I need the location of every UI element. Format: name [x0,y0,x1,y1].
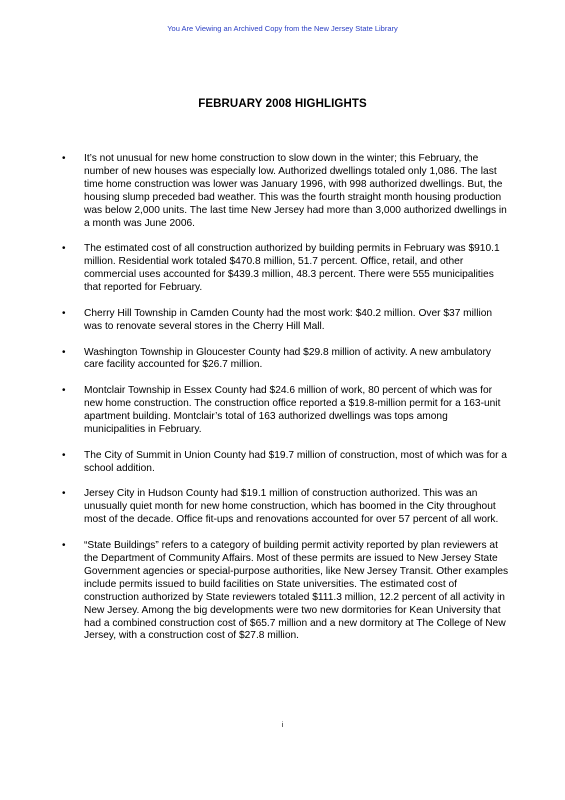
highlights-list [62,153,510,656]
list-item-text: It’s not unusual for new home construction to slow down in the winter; this February, the number of new houses was especially low. Authorized dwellings totaled only 1,086. The last time home construction was lower was January 1996, with 998 authorized dwellings. But, the housing slump preceded bad weather. This was the fourth straight month housing production was below 2,000 units. The last time New Jersey had more than 3,000 authorized dwellings in a month was June 2006. [84,153,507,229]
page-number: i [281,722,284,729]
list-item-text: The City of Summit in Union County had $19.7 million of construction, most of which was for a school addition. [84,449,507,474]
list-item-text: Cherry Hill Township in Camden County had the most work: $40.2 million. Over $37 million was to renovate several stores in the Cherry Hill Mall. [84,307,493,332]
bullet-icon: • [62,243,66,255]
list-item-text: Washington Township in Gloucester County had $29.8 million of activity. A new ambulatory care facility accounted for $26.7 million. [84,346,491,371]
bullet-icon: • [62,307,66,319]
archive-banner: You Are Viewing an Archived Copy from the New Jersey State Library [167,24,398,33]
bullet-icon: • [62,488,66,500]
list-item [62,153,510,230]
bullet-icon: • [62,153,66,164]
list-item-text: The estimated cost of all construction authorized by building permits in February was $910.1 million. Residential work totaled $470.8 million, 51.7 percent. Office, retail, and other commercial uses accounted for $439.3 million, 48.3 percent. There were 555 municipalities that reported for February. [84,243,500,294]
list-item [62,450,510,476]
list-item-text: Montclair Township in Essex County had $24.6 million of work, 80 percent of which was for new home construction. The construction office reported a $19.8-million permit for a 163-unit apartment building. Montclair’s total of 163 authorized dwellings was tops among municipalities in February. [84,385,501,435]
list-item [62,347,510,373]
list-item [62,540,510,643]
page-title: FEBRUARY 2008 HIGHLIGHTS [198,98,367,110]
bullet-icon: • [62,346,66,358]
list-item [62,243,510,295]
list-item [62,385,510,437]
list-item-text: Jersey City in Hudson County had $19.1 million of construction authorized. This was an unusually quiet month for new home construction, which has boomed in the City throughout most of the decade. Office fit-ups and renovations accounted for over 57 percent of all work. [84,488,499,526]
bullet-icon: • [62,540,66,552]
bullet-icon: • [62,385,66,397]
list-item [62,308,510,334]
bullet-icon: • [62,449,66,461]
list-item-text: “State Buildings” refers to a category of building permit activity reported by plan reviewers at the Department of Community Affairs. Most of these permits are issued to New Jersey State Government agencies or special-purpose authorities, like New Jersey Transit. Other examples include permits issued to build facilities on State universities. The estimated cost of construction authorized by State reviewers totaled $111.3 million, 12.2 percent of all activity in New Jersey. Among the big developments were two new dormitories for Kean University that had a combined construction cost of $65.7 million and a new dormitory at The College of New Jersey, with a construction cost of $27.8 million. [84,540,509,642]
list-item [62,488,510,527]
